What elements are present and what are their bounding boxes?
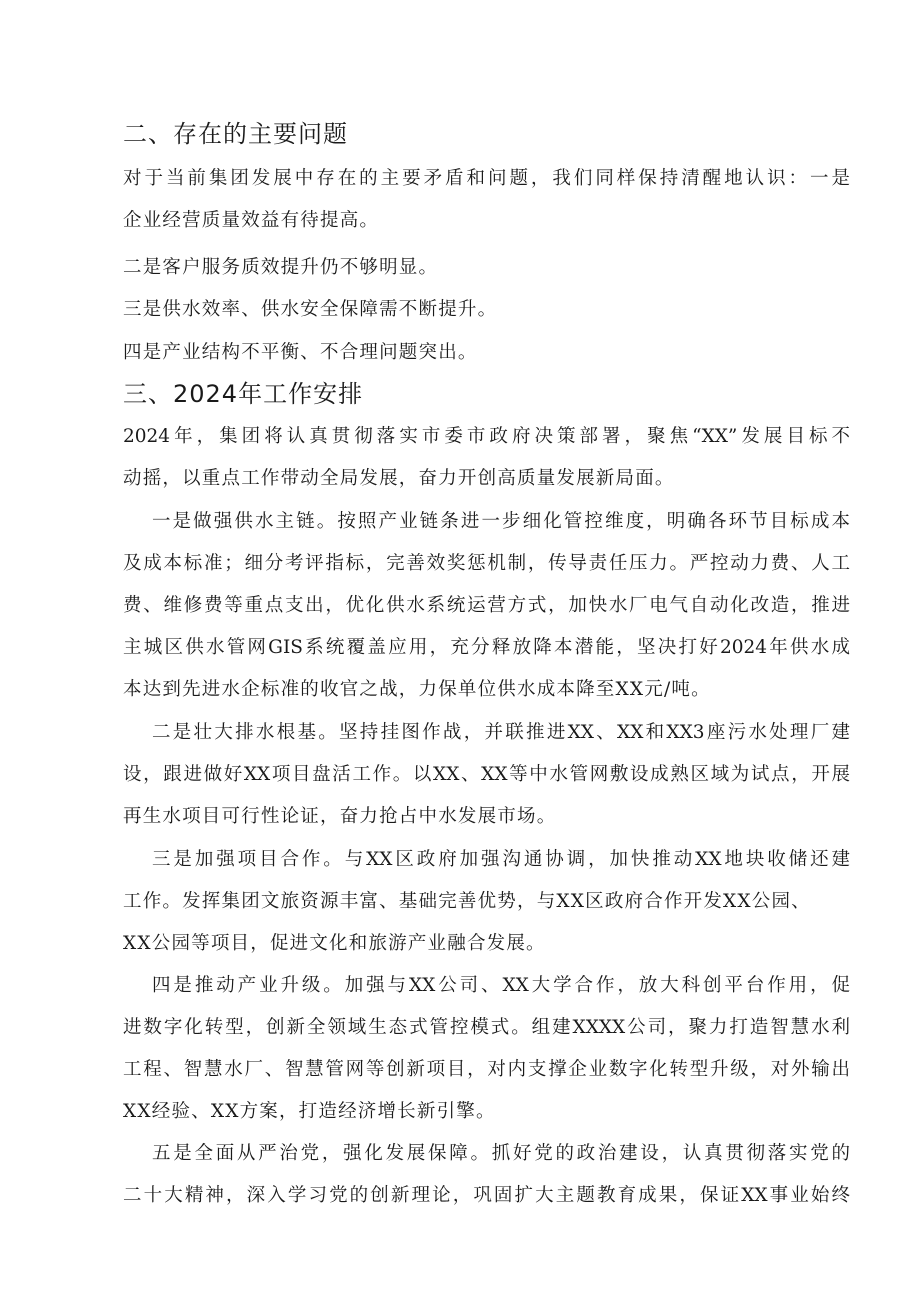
section-heading-2024-plan: 三、2024年工作安排 [123,380,364,408]
paragraph-line: 三是加强项目合作。与XX区政府加强沟通协调，加快推动XX地块收储还建 [152,849,850,870]
paragraph-line: 2024年，集团将认真贯彻落实市委市政府决策部署，聚焦“XX”发展目标不 [123,426,850,447]
paragraph-line: 对于当前集团发展中存在的主要矛盾和问题，我们同样保持清醒地认识：一是 [123,168,850,189]
paragraph-line: 主城区供水管网GIS系统覆盖应用，充分释放降本潜能，坚决打好2024年供水成 [123,637,850,658]
paragraph-line: 动摇，以重点工作带动全局发展，奋力开创高质量发展新局面。 [123,468,675,489]
paragraph-line: 工作。发挥集团文旅资源丰富、基础完善优势，与XX区政府合作开发XX公园、 [123,891,811,912]
paragraph-line: 二是壮大排水根基。坚持挂图作战，并联推进XX、XX和XX3座污水处理厂建 [152,722,850,743]
paragraph-line: 工程、智慧水厂、智慧管网等创新项目，对内支撑企业数字化转型升级，对外输出 [123,1059,850,1080]
section-heading-problems: 二、存在的主要问题 [123,120,348,148]
paragraph-line: 费、维修费等重点支出，优化供水系统运营方式，加快水厂电气自动化改造，推进 [123,595,850,616]
paragraph-line: 设，跟进做好XX项目盘活工作。以XX、XX等中水管网敷设成熟区域为试点，开展 [123,764,850,785]
paragraph-line: 四是推动产业升级。加强与XX公司、XX大学合作，放大科创平台作用，促 [152,975,850,996]
paragraph-line: 二是客户服务质效提升仍不够明显。 [123,257,439,278]
paragraph-line: 一是做强供水主链。按照产业链条进一步细化管控维度，明确各环节目标成本 [152,511,850,532]
paragraph-line: 及成本标准；细分考评指标，完善效奖惩机制，传导责任压力。严控动力费、人工 [123,553,850,574]
paragraph-line: XX经验、XX方案，打造经济增长新引擎。 [123,1101,496,1122]
paragraph-line: 四是产业结构不平衡、不合理问题突出。 [123,342,478,363]
paragraph-line: 进数字化转型，创新全领域生态式管控模式。组建XXXX公司，聚力打造智慧水利 [123,1017,850,1038]
paragraph-line: XX公园等项目，促进文化和旅游产业融合发展。 [123,933,546,954]
paragraph-line: 三是供水效率、供水安全保障需不断提升。 [123,299,498,320]
paragraph-line: 企业经营质量效益有待提高。 [123,210,380,231]
paragraph-line: 再生水项目可行性论证，奋力抢占中水发展市场。 [123,806,557,827]
paragraph-line: 五是全面从严治党，强化发展保障。抓好党的政治建设，认真贯彻落实党的 [152,1143,850,1164]
paragraph-line: 二十大精神，深入学习党的创新理论，巩固扩大主题教育成果，保证XX事业始终 [123,1185,850,1206]
paragraph-line: 本达到先进水企标准的收官之战，力保单位供水成本降至XX元/吨。 [123,679,711,700]
